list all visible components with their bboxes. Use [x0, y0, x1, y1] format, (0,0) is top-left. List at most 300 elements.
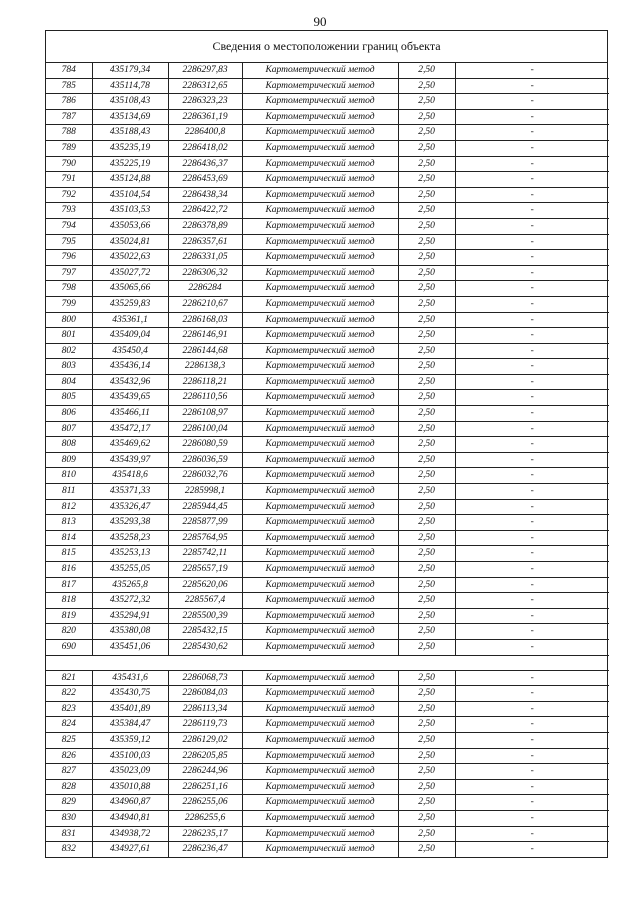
method-cell: Картометрический метод: [242, 421, 398, 437]
description-cell: -: [455, 125, 609, 141]
point-number-cell: 787: [46, 109, 92, 125]
description-cell: -: [455, 250, 609, 266]
precision-cell: 2,50: [398, 670, 455, 686]
point-number-cell: 789: [46, 140, 92, 156]
table-row: [46, 421, 609, 437]
precision-cell: 2,50: [398, 717, 455, 733]
y-coordinate-cell: 2286357,61: [168, 234, 242, 250]
method-cell: Картометрический метод: [242, 265, 398, 281]
y-coordinate-cell: 2286205,85: [168, 748, 242, 764]
table-row: [46, 717, 609, 733]
x-coordinate-cell: 435451,06: [92, 639, 168, 655]
description-cell: -: [455, 265, 609, 281]
group-separator-row: [46, 655, 609, 670]
method-cell: Картометрический метод: [242, 732, 398, 748]
table-row: [46, 125, 609, 141]
point-number-cell: 808: [46, 437, 92, 453]
y-coordinate-cell: 2285764,95: [168, 530, 242, 546]
table-row: [46, 546, 609, 562]
description-cell: -: [455, 359, 609, 375]
x-coordinate-cell: 435359,12: [92, 732, 168, 748]
precision-cell: 2,50: [398, 78, 455, 94]
x-coordinate-cell: 435010,88: [92, 779, 168, 795]
method-cell: Картометрический метод: [242, 390, 398, 406]
boundary-table-sheet: [45, 30, 608, 858]
y-coordinate-cell: 2286244,96: [168, 764, 242, 780]
precision-cell: 2,50: [398, 234, 455, 250]
x-coordinate-cell: 435114,78: [92, 78, 168, 94]
method-cell: Картометрический метод: [242, 140, 398, 156]
method-cell: Картометрический метод: [242, 374, 398, 390]
page-number: 90: [313, 14, 327, 29]
method-cell: Картометрический метод: [242, 810, 398, 826]
table-row: [46, 312, 609, 328]
description-cell: -: [455, 826, 609, 842]
point-number-cell: 790: [46, 156, 92, 172]
method-cell: Картометрический метод: [242, 359, 398, 375]
y-coordinate-cell: 2286110,56: [168, 390, 242, 406]
point-number-cell: 799: [46, 296, 92, 312]
precision-cell: 2,50: [398, 156, 455, 172]
y-coordinate-cell: 2286306,32: [168, 265, 242, 281]
precision-cell: 2,50: [398, 484, 455, 500]
description-cell: -: [455, 810, 609, 826]
table-row: [46, 484, 609, 500]
method-cell: Картометрический метод: [242, 281, 398, 297]
point-number-cell: 823: [46, 701, 92, 717]
point-number-cell: 788: [46, 125, 92, 141]
precision-cell: 2,50: [398, 530, 455, 546]
precision-cell: 2,50: [398, 187, 455, 203]
precision-cell: 2,50: [398, 406, 455, 422]
table-row: [46, 296, 609, 312]
method-cell: Картометрический метод: [242, 608, 398, 624]
x-coordinate-cell: 435108,43: [92, 94, 168, 110]
description-cell: -: [455, 156, 609, 172]
precision-cell: 2,50: [398, 748, 455, 764]
point-number-cell: 797: [46, 265, 92, 281]
y-coordinate-cell: 2285944,45: [168, 499, 242, 515]
point-number-cell: 809: [46, 452, 92, 468]
x-coordinate-cell: 435432,96: [92, 374, 168, 390]
table-row: [46, 234, 609, 250]
y-coordinate-cell: 2286129,02: [168, 732, 242, 748]
point-number-cell: 793: [46, 203, 92, 219]
x-coordinate-cell: 435053,66: [92, 218, 168, 234]
x-coordinate-cell: 434960,87: [92, 795, 168, 811]
description-cell: -: [455, 312, 609, 328]
method-cell: Картометрический метод: [242, 312, 398, 328]
x-coordinate-cell: 435265,8: [92, 577, 168, 593]
x-coordinate-cell: 435235,19: [92, 140, 168, 156]
method-cell: Картометрический метод: [242, 437, 398, 453]
precision-cell: 2,50: [398, 421, 455, 437]
point-number-cell: 792: [46, 187, 92, 203]
description-cell: -: [455, 639, 609, 655]
method-cell: Картометрический метод: [242, 686, 398, 702]
precision-cell: 2,50: [398, 140, 455, 156]
point-number-cell: 796: [46, 250, 92, 266]
point-number-cell: 803: [46, 359, 92, 375]
table-row: [46, 499, 609, 515]
method-cell: Картометрический метод: [242, 468, 398, 484]
method-cell: Картометрический метод: [242, 484, 398, 500]
point-number-cell: 832: [46, 842, 92, 857]
table-row: [46, 406, 609, 422]
description-cell: -: [455, 109, 609, 125]
point-number-cell: 795: [46, 234, 92, 250]
table-row: [46, 452, 609, 468]
table-row: [46, 390, 609, 406]
table-row: [46, 187, 609, 203]
point-number-cell: 817: [46, 577, 92, 593]
x-coordinate-cell: 435418,6: [92, 468, 168, 484]
table-row: [46, 826, 609, 842]
description-cell: -: [455, 296, 609, 312]
y-coordinate-cell: 2286138,3: [168, 359, 242, 375]
description-cell: -: [455, 686, 609, 702]
table-row: [46, 109, 609, 125]
point-number-cell: 829: [46, 795, 92, 811]
point-number-cell: 822: [46, 686, 92, 702]
y-coordinate-cell: 2286210,67: [168, 296, 242, 312]
method-cell: Картометрический метод: [242, 701, 398, 717]
y-coordinate-cell: 2286100,04: [168, 421, 242, 437]
precision-cell: 2,50: [398, 546, 455, 562]
y-coordinate-cell: 2286113,34: [168, 701, 242, 717]
description-cell: -: [455, 764, 609, 780]
precision-cell: 2,50: [398, 562, 455, 578]
x-coordinate-cell: 435023,09: [92, 764, 168, 780]
table-row: [46, 608, 609, 624]
method-cell: Картометрический метод: [242, 499, 398, 515]
precision-cell: 2,50: [398, 624, 455, 640]
x-coordinate-cell: 435450,4: [92, 343, 168, 359]
description-cell: -: [530, 844, 534, 855]
y-coordinate-cell: 2286323,23: [168, 94, 242, 110]
y-coordinate-cell: 2286312,65: [168, 78, 242, 94]
point-number-cell: 828: [46, 779, 92, 795]
description-cell: -: [455, 779, 609, 795]
x-coordinate-cell: 435272,32: [92, 593, 168, 609]
method-cell: Картометрический метод: [242, 187, 398, 203]
table-row: [46, 593, 609, 609]
table-row: [46, 468, 609, 484]
y-coordinate-cell: 2286118,21: [168, 374, 242, 390]
method-cell: Картометрический метод: [242, 203, 398, 219]
precision-cell: 2,50: [398, 810, 455, 826]
description-cell: -: [455, 203, 609, 219]
y-coordinate-cell: 2286378,89: [168, 218, 242, 234]
y-coordinate-cell: 2285500,39: [168, 608, 242, 624]
x-coordinate-cell: 435134,69: [92, 109, 168, 125]
table-row: [46, 624, 609, 640]
point-number-cell: 798: [46, 281, 92, 297]
y-coordinate-cell: 2286080,59: [168, 437, 242, 453]
y-coordinate-cell: 2286361,19: [168, 109, 242, 125]
y-coordinate-cell: 2286068,73: [168, 670, 242, 686]
method-cell: Картометрический метод: [242, 94, 398, 110]
point-number-cell: 804: [46, 374, 92, 390]
precision-cell: 2,50: [398, 779, 455, 795]
method-cell: Картометрический метод: [242, 218, 398, 234]
point-number-cell: 794: [46, 218, 92, 234]
table-row: [46, 686, 609, 702]
precision-cell: 2,50: [398, 343, 455, 359]
method-cell: Картометрический метод: [242, 172, 398, 188]
point-number-cell: 827: [46, 764, 92, 780]
point-number-cell: 810: [46, 468, 92, 484]
description-cell: -: [455, 452, 609, 468]
table-row: [46, 203, 609, 219]
description-cell: -: [455, 390, 609, 406]
y-coordinate-cell: 2286331,05: [168, 250, 242, 266]
method-cell: Картометрический метод: [242, 546, 398, 562]
precision-cell: 2,50: [398, 452, 455, 468]
method-cell: Картометрический метод: [242, 63, 398, 78]
point-number-cell: 815: [46, 546, 92, 562]
method-cell: Картометрический метод: [242, 125, 398, 141]
method-cell: Картометрический метод: [242, 530, 398, 546]
table-row: [46, 437, 609, 453]
description-cell: -: [455, 281, 609, 297]
y-coordinate-cell: 2286235,17: [168, 826, 242, 842]
description-cell: -: [455, 328, 609, 344]
precision-cell: 2,50: [398, 359, 455, 375]
point-number-cell: 811: [46, 484, 92, 500]
description-cell: -: [455, 499, 609, 515]
description-cell: -: [455, 421, 609, 437]
table-row: [46, 63, 609, 78]
y-coordinate-cell: 2286418,02: [168, 140, 242, 156]
point-number-cell: 801: [46, 328, 92, 344]
y-coordinate-cell: 2286108,97: [168, 406, 242, 422]
y-coordinate-cell: 2285998,1: [168, 484, 242, 500]
method-cell: Картометрический метод: [242, 748, 398, 764]
table-row: [46, 94, 609, 110]
x-coordinate-cell: 434927,61: [92, 842, 168, 857]
x-coordinate-cell: 435188,43: [92, 125, 168, 141]
point-number-cell: 825: [46, 732, 92, 748]
description-cell: -: [455, 748, 609, 764]
table-row: [46, 810, 609, 826]
precision-cell: 2,50: [398, 577, 455, 593]
description-cell: -: [455, 234, 609, 250]
table-row: [46, 265, 609, 281]
precision-cell: 2,50: [398, 203, 455, 219]
x-coordinate-cell: 435259,83: [92, 296, 168, 312]
description-cell: -: [455, 343, 609, 359]
description-cell: -: [455, 515, 609, 531]
point-number-cell: 791: [46, 172, 92, 188]
point-number-cell: 826: [46, 748, 92, 764]
description-cell: -: [455, 795, 609, 811]
table-row: [46, 670, 609, 686]
point-number-cell: 818: [46, 593, 92, 609]
description-cell: -: [455, 94, 609, 110]
y-coordinate-cell: 2286251,16: [168, 779, 242, 795]
description-cell: -: [455, 78, 609, 94]
y-coordinate-cell: 2285620,06: [168, 577, 242, 593]
description-cell: -: [455, 187, 609, 203]
precision-cell: 2,50: [398, 328, 455, 344]
method-cell: Картометрический метод: [242, 515, 398, 531]
precision-cell: 2,50: [398, 593, 455, 609]
description-cell: -: [455, 63, 609, 78]
y-coordinate-cell: 2286438,34: [168, 187, 242, 203]
point-number-cell: 813: [46, 515, 92, 531]
table-row: [46, 172, 609, 188]
x-coordinate-cell: 435293,38: [92, 515, 168, 531]
description-cell: -: [455, 140, 609, 156]
point-number-cell: 812: [46, 499, 92, 515]
y-coordinate-cell: 2286236,47: [168, 842, 242, 857]
table-row: [46, 359, 609, 375]
point-number-cell: 785: [46, 78, 92, 94]
y-coordinate-cell: 2286436,37: [168, 156, 242, 172]
precision-cell: 2,50: [398, 296, 455, 312]
method-cell: Картометрический метод: [242, 593, 398, 609]
table-row: [46, 515, 609, 531]
table-row: [46, 748, 609, 764]
point-number-cell: 802: [46, 343, 92, 359]
table-row: [46, 530, 609, 546]
table-row: [46, 78, 609, 94]
description-cell: -: [455, 701, 609, 717]
table-row: [46, 779, 609, 795]
description-cell: -: [455, 406, 609, 422]
description-cell: -: [455, 670, 609, 686]
point-number-cell: 824: [46, 717, 92, 733]
table-row: [46, 732, 609, 748]
x-coordinate-cell: 435436,14: [92, 359, 168, 375]
precision-cell: 2,50: [398, 281, 455, 297]
point-number-cell: 805: [46, 390, 92, 406]
y-coordinate-cell: 2286453,69: [168, 172, 242, 188]
y-coordinate-cell: 2286400,8: [168, 125, 242, 141]
precision-cell: 2,50: [398, 732, 455, 748]
description-cell: -: [455, 562, 609, 578]
method-cell: Картометрический метод: [242, 577, 398, 593]
table-row: [46, 328, 609, 344]
point-number-cell: 816: [46, 562, 92, 578]
method-cell: Картометрический метод: [242, 78, 398, 94]
method-cell: Картометрический метод: [242, 639, 398, 655]
description-cell: -: [455, 468, 609, 484]
point-number-cell: 800: [46, 312, 92, 328]
precision-cell: 2,50: [398, 125, 455, 141]
method-cell: Картометрический метод: [242, 842, 398, 857]
method-cell: Картометрический метод: [242, 250, 398, 266]
point-number-cell: 806: [46, 406, 92, 422]
method-cell: Картометрический метод: [242, 562, 398, 578]
method-cell: Картометрический метод: [242, 234, 398, 250]
precision-cell: 2,50: [398, 218, 455, 234]
precision-cell: 2,50: [398, 63, 455, 78]
x-coordinate-cell: 435431,6: [92, 670, 168, 686]
method-cell: Картометрический метод: [242, 624, 398, 640]
precision-cell: 2,50: [398, 172, 455, 188]
x-coordinate-cell: 434940,81: [92, 810, 168, 826]
x-coordinate-cell: 435065,66: [92, 281, 168, 297]
x-coordinate-cell: 435104,54: [92, 187, 168, 203]
x-coordinate-cell: 435225,19: [92, 156, 168, 172]
point-number-cell: 784: [46, 63, 92, 78]
description-cell: -: [455, 593, 609, 609]
precision-cell: 2,50: [398, 701, 455, 717]
precision-cell: 2,50: [398, 437, 455, 453]
point-number-cell: 821: [46, 670, 92, 686]
method-cell: Картометрический метод: [242, 764, 398, 780]
x-coordinate-cell: 435384,47: [92, 717, 168, 733]
precision-cell: 2,50: [398, 608, 455, 624]
precision-cell: 2,50: [398, 468, 455, 484]
precision-cell: 2,50: [398, 390, 455, 406]
precision-cell: 2,50: [398, 795, 455, 811]
method-cell: Картометрический метод: [242, 670, 398, 686]
coordinates-table: [46, 63, 609, 857]
point-number-cell: 690: [46, 639, 92, 655]
point-number-cell: 830: [46, 810, 92, 826]
x-coordinate-cell: 435466,11: [92, 406, 168, 422]
x-coordinate-cell: 435022,63: [92, 250, 168, 266]
y-coordinate-cell: 2285657,19: [168, 562, 242, 578]
y-coordinate-cell: 2286255,06: [168, 795, 242, 811]
method-cell: Картометрический метод: [242, 156, 398, 172]
x-coordinate-cell: 435326,47: [92, 499, 168, 515]
table-row: [46, 140, 609, 156]
y-coordinate-cell: 2285567,4: [168, 593, 242, 609]
table-row: [46, 156, 609, 172]
precision-cell: 2,50: [398, 109, 455, 125]
x-coordinate-cell: 435401,89: [92, 701, 168, 717]
y-coordinate-cell: 2285877,99: [168, 515, 242, 531]
point-number-cell: 786: [46, 94, 92, 110]
x-coordinate-cell: 435469,62: [92, 437, 168, 453]
y-coordinate-cell: 2286422,72: [168, 203, 242, 219]
description-cell: -: [455, 172, 609, 188]
x-coordinate-cell: 435253,13: [92, 546, 168, 562]
table-row: [46, 764, 609, 780]
table-row: [46, 218, 609, 234]
precision-cell: 2,50: [398, 764, 455, 780]
separator-cell: [46, 655, 609, 670]
table-row: [46, 562, 609, 578]
table-row: [46, 281, 609, 297]
table-row: [46, 842, 609, 857]
precision-cell: 2,50: [398, 826, 455, 842]
x-coordinate-cell: 435380,08: [92, 624, 168, 640]
point-number-cell: 820: [46, 624, 92, 640]
x-coordinate-cell: 435258,23: [92, 530, 168, 546]
description-cell: -: [455, 732, 609, 748]
x-coordinate-cell: 435430,75: [92, 686, 168, 702]
x-coordinate-cell: 435179,34: [92, 63, 168, 78]
point-number-cell: 814: [46, 530, 92, 546]
method-cell: Картометрический метод: [242, 406, 398, 422]
x-coordinate-cell: 435361,1: [92, 312, 168, 328]
method-cell: Картометрический метод: [242, 826, 398, 842]
x-coordinate-cell: 434938,72: [92, 826, 168, 842]
table-row: [46, 701, 609, 717]
point-number-cell: 831: [46, 826, 92, 842]
method-cell: Картометрический метод: [242, 795, 398, 811]
method-cell: Картометрический метод: [242, 779, 398, 795]
table-row: [46, 343, 609, 359]
precision-cell: 2,50: [398, 842, 455, 857]
x-coordinate-cell: 435439,65: [92, 390, 168, 406]
y-coordinate-cell: 2286084,03: [168, 686, 242, 702]
